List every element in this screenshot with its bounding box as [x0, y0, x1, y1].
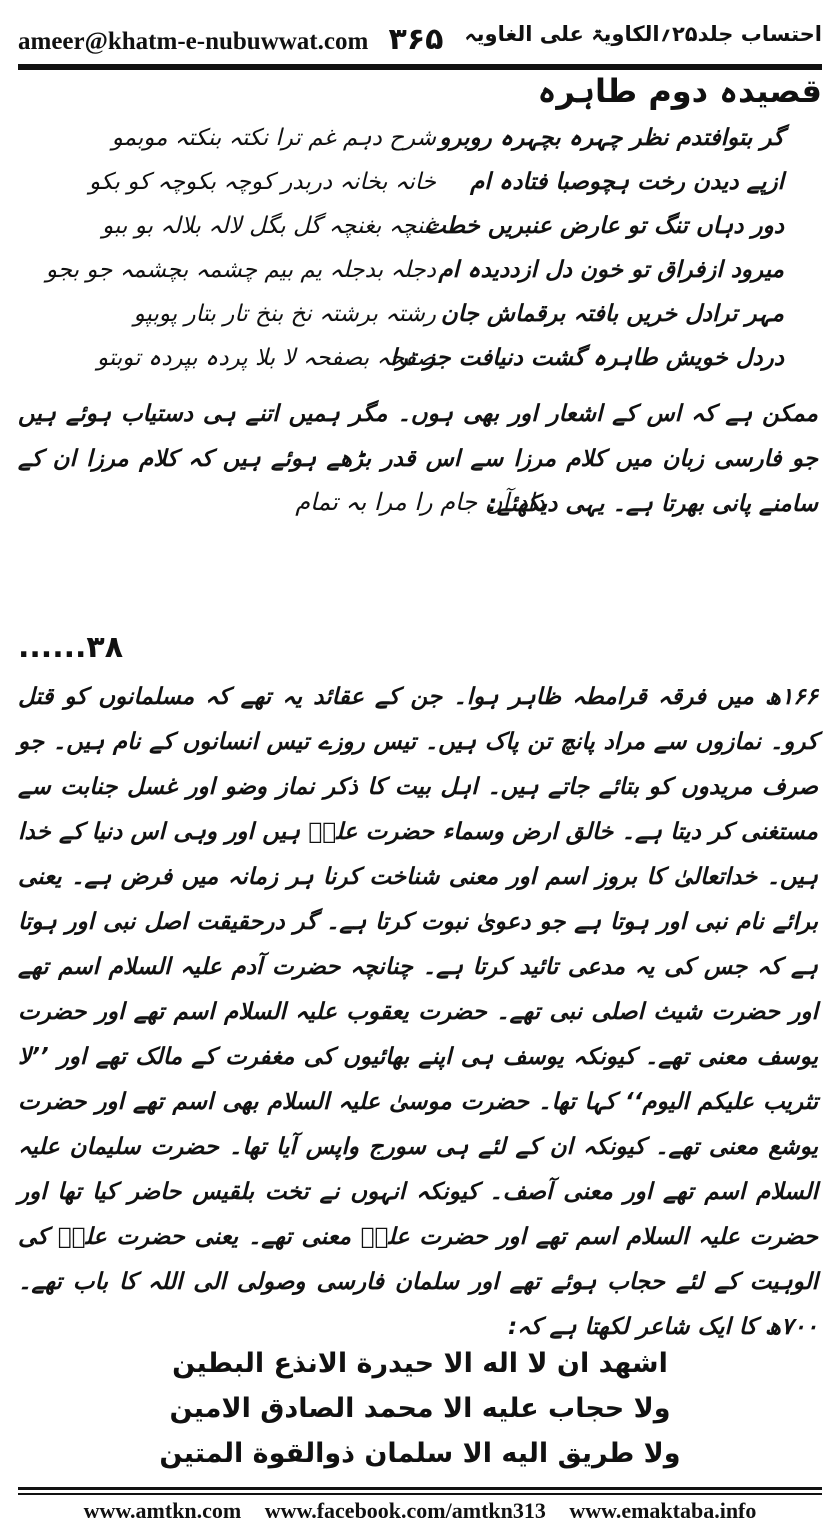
footer-rule — [18, 1487, 822, 1490]
note-marker: ......۳۸ — [18, 630, 123, 665]
couplet — [18, 169, 822, 213]
misra-first: ازپے دیدن رخت ہچوصبا فتادہ ام — [470, 169, 784, 195]
couplet — [18, 125, 822, 169]
paragraph-main: ۱۶۶ھ میں فرقہ قرامطہ ظاہر ہوا۔ جن کے عقائد یہ تھے کہ مسلمانوں کو قتل کرو۔ نمازوں سے مراد پانچ تن پاک ہیں۔ تیس روزے تیس انسانوں کے نام ہیں۔ جو صرف مریدوں کو بتائے جاتے ہیں۔ اہل بیت کا ذکر نماز وضو اور غسل جنابت سے مستغنی کر دیتا ہے۔ خالق ارض وسماء حضرت علیؓ ہیں اور وہی اس دنیا کے خدا ہیں۔ خداتعالیٰ کا بروز اسم اور معنی شناخت کرنا ہر زمانہ میں فرض ہے۔ یعنی برائے نام نبی اور ہوتا ہے جو دعویٰ نبوت کرتا ہے۔ گر درحقیقت اصل نبی اور ہوتا ہے کہ جس کی یہ مدعی تائید کرتا ہے۔ چنانچہ حضرت آدم علیہ السلام اسم تھے اور حضرت شیث اصلی نبی تھے۔ حضرت یعقوب علیہ السلام اسم تھے اور حضرت یوسف معنی تھے۔ کیونکہ یوسف ہی اپنے بھائیوں کی مغفرت کے مالک تھے اور ’’لا تثریب علیکم الیوم‘‘ کہا تھا۔ حضرت موسیٰ علیہ السلام بھی اسم تھے اور حضرت یوشع معنی تھے۔ کیونکہ ان کے لئے ہی سورج واپس آیا تھا۔ حضرت سلیمان علیہ السلام اسم تھے اور معنی آصف۔ کیونکہ انہوں نے تخت بلقیس حاضر کیا تھا اور حضرت علیہ السلام اسم تھے اور حضرت علیؓ معنی تھے۔ یعنی حضرت علیؓ کی الوہیت کے لئے حجاب ہوئے تھے اور سلمان فارسی وصولی الی اللہ کا باب تھے۔ ۷۰۰ھ کا ایک شاعر لکھتا ہے کہ: — [18, 684, 818, 1340]
poem — [18, 125, 822, 389]
quoted-verse: داد آں جام را مرا بہ تمام — [295, 488, 545, 516]
couplet — [18, 301, 822, 345]
couplet — [18, 345, 822, 389]
misra-second: دجلہ بدجلہ یم بیم چشمہ بچشمہ جو بجو — [45, 257, 436, 283]
header-rule — [18, 64, 822, 70]
couplet — [18, 257, 822, 301]
misra-first: گر بتوافتدم نظر چہرہ بچہرہ روبرو — [439, 125, 784, 151]
arabic-verse: اشهد ان لا اله الا حيدرة الانذع البطين — [172, 1348, 668, 1379]
misra-second: خانہ بخانہ دربدر کوچہ بکوچہ کو بکو — [88, 169, 436, 195]
misra-first: دور دہاں تنگ تو عارض عنبریں خطت — [424, 213, 784, 239]
page-number: ۳۶۵ — [388, 22, 444, 57]
paragraph-intro: ممکن ہے کہ اس کے اشعار اور بھی ہوں۔ مگر ہمیں اتنے ہی دستیاب ہوئے ہیں جو فارسی زبان میں کلام مرزا سے اس قدر بڑھے ہوئے ہیں کہ کلام مرزا ان کے سامنے پانی بھرتا ہے۔ یہی دیکھئے: — [18, 401, 818, 517]
misra-second: رشتہ برشتہ نخ بنخ تار بتار پوبپو — [133, 301, 436, 327]
misra-first: میرود ازفراق تو خون دل ازددیدہ ام — [438, 257, 784, 283]
footer-link[interactable]: www.amtkn.com — [83, 1498, 242, 1523]
misra-first: مہر ترادل خریں بافتہ برقماش جان — [440, 301, 784, 327]
book-title: احتساب جلد۲۵؍الکاویۃ علی الغاویہ — [464, 22, 822, 46]
misra-second: شرح دہم غم ترا نکتہ بنکتہ موبمو — [111, 125, 436, 151]
header-email: ameer@khatm-e-nubuwwat.com — [18, 28, 369, 55]
arabic-verse: ولا طريق اليه الا سلمان ذوالقوة المتين — [159, 1438, 681, 1469]
misra-second: غنچہ بغنچہ گل بگل لالہ بلالہ بو ببو — [102, 213, 436, 239]
footer-link[interactable]: www.facebook.com/amtkn313 — [264, 1498, 546, 1523]
misra-first: دردل خویش طاہرہ گشت دنیافت جز ترا — [390, 345, 784, 371]
footer — [0, 1498, 840, 1524]
header-left — [18, 22, 443, 57]
arabic-verse: ولا حجاب عليه الا محمد الصادق الامين — [169, 1393, 671, 1424]
misra-second: صفحہ بصفحہ لا بلا پردہ بپردہ توبتو — [97, 345, 436, 371]
page-header — [0, 0, 840, 64]
couplet — [18, 213, 822, 257]
footer-link[interactable]: www.emaktaba.info — [569, 1498, 757, 1523]
footer-rule-thin — [18, 1493, 822, 1495]
poem-title: قصیدہ دوم طاہرہ — [537, 72, 822, 110]
